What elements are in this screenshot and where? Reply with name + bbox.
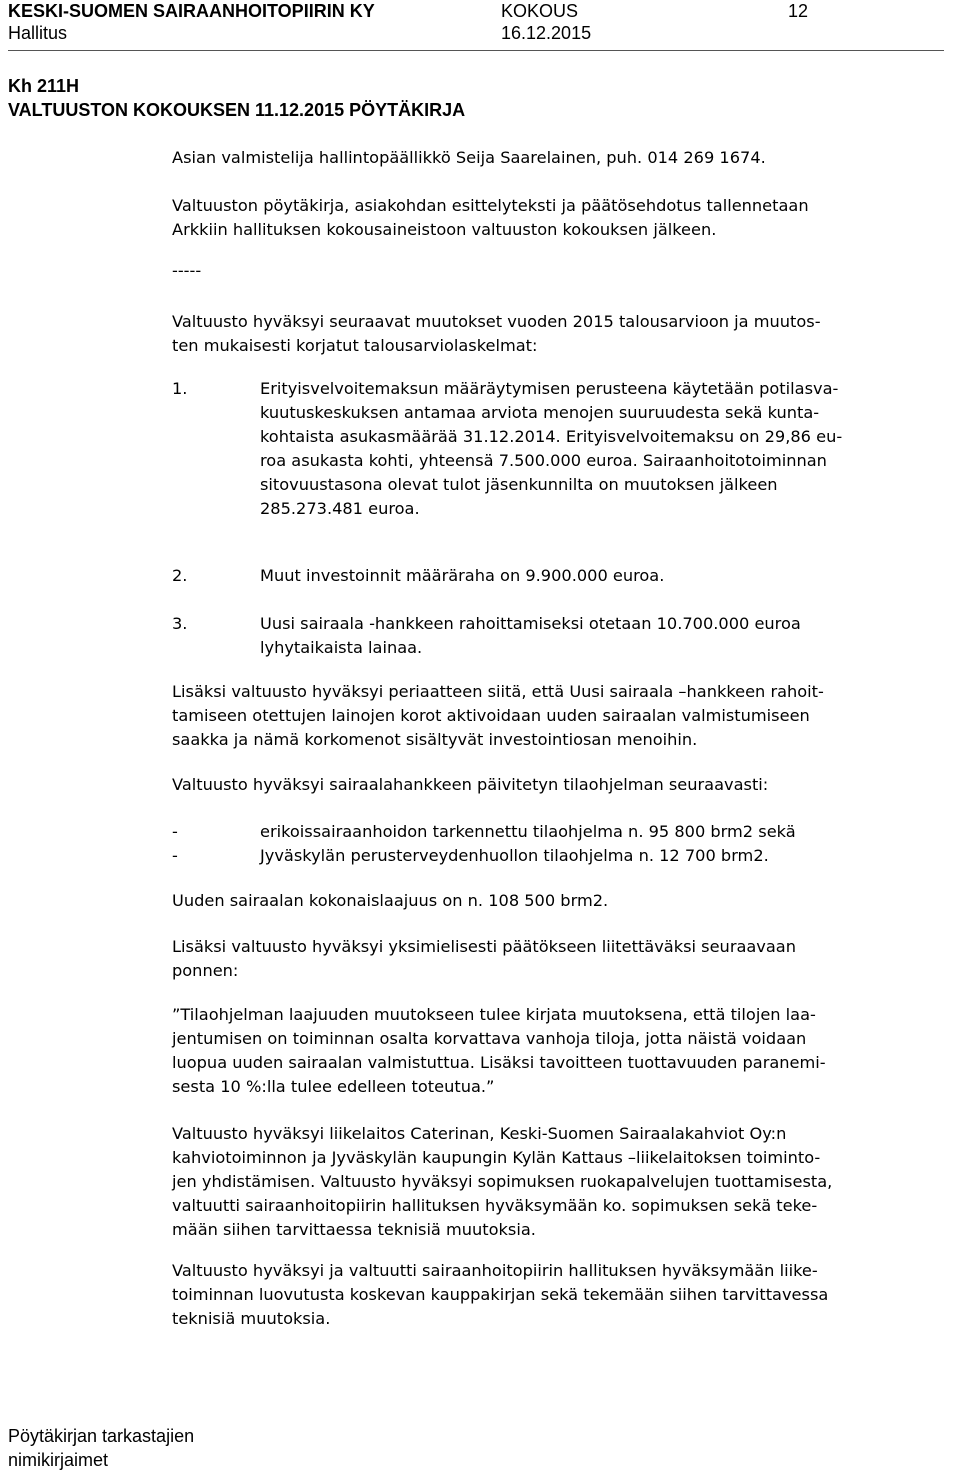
- text-line: Asian valmistelija hallintopäällikkö Seija Saarelainen, puh. 014 269 1674.: [172, 148, 766, 167]
- statement-intro-paragraph: [172, 935, 957, 983]
- text-line: Arkkiin hallituksen kokousaineistoon valtuuston kokouksen jälkeen.: [172, 220, 717, 239]
- budget-intro-paragraph: [172, 310, 957, 358]
- text-line: Uuden sairaalan kokonaislaajuus on n. 108 500 brm2.: [172, 891, 609, 910]
- text-line: valtuutti sairaanhoitopiirin hallituksen hyväksymään ko. sopimuksen sekä teke-: [172, 1196, 818, 1215]
- header-divider: [8, 50, 944, 51]
- board-name: Hallitus: [8, 23, 68, 43]
- text-line: saakka ja nämä korkomenot sisältyvät investointiosan menoihin.: [172, 730, 698, 749]
- list-item: [260, 844, 960, 868]
- text-line: ten mukaisesti korjatut talousarviolaskelmat:: [172, 336, 538, 355]
- text-line: kohtaista asukasmäärää 31.12.2014. Erityisvelvoitemaksu on 29,86 eu-: [260, 427, 843, 446]
- list-item: [260, 612, 960, 660]
- list-item: [260, 820, 960, 844]
- text-line: luopua uuden sairaalan valmistuttua. Lisäksi tavoitteen tuottavuuden paranemi-: [172, 1053, 826, 1072]
- meeting-type: KOKOUS: [501, 1, 579, 21]
- list-dash: -: [172, 846, 178, 865]
- page-header: [8, 0, 952, 52]
- list-item: [260, 564, 960, 588]
- organization-name: KESKI-SUOMEN SAIRAANHOITOPIIRIN KY: [8, 1, 375, 21]
- archive-paragraph: [172, 194, 957, 242]
- preparer-paragraph: [172, 146, 957, 170]
- list-item-number: 1.: [172, 379, 188, 398]
- text-line: mään siihen tarvittaessa teknisiä muutoksia.: [172, 1220, 536, 1239]
- item-title: VALTUUSTON KOKOUKSEN 11.12.2015 PÖYTÄKIRJA: [8, 100, 466, 120]
- list-item-number: 2.: [172, 566, 188, 585]
- text-line: roa asukasta kohti, yhteensä 7.500.000 euroa. Sairaanhoitotoiminnan: [260, 451, 827, 470]
- text-line: kahviotoiminnon ja Jyväskylän kaupungin Kylän Kattaus –liikelaitoksen toiminto-: [172, 1148, 821, 1167]
- text-line: Muut investoinnit määräraha on 9.900.000 euroa.: [260, 566, 665, 585]
- text-line: erikoissairaanhoidon tarkennettu tilaohjelma n. 95 800 brm2 sekä: [260, 822, 796, 841]
- meeting-date: 16.12.2015: [501, 23, 592, 43]
- text-line: Valtuusto hyväksyi ja valtuutti sairaanhoitopiirin hallituksen hyväksymään liike-: [172, 1261, 818, 1280]
- list-item-number: 3.: [172, 614, 188, 633]
- list-dash: -: [172, 822, 178, 841]
- transfer-paragraph: [172, 1259, 957, 1331]
- footer-line: nimikirjaimet: [8, 1450, 109, 1470]
- space-program-intro: [172, 773, 957, 797]
- text-line: 285.273.481 euroa.: [260, 499, 420, 518]
- merger-paragraph: [172, 1122, 957, 1242]
- text-line: Lisäksi valtuusto hyväksyi periaatteen siitä, että Uusi sairaala –hankkeen rahoit-: [172, 682, 824, 701]
- text-line: Valtuuston pöytäkirja, asiakohdan esittelyteksti ja päätösehdotus tallennetaan: [172, 196, 809, 215]
- text-line: lyhytaikaista lainaa.: [260, 638, 423, 657]
- interest-paragraph: [172, 680, 957, 752]
- text-line: Lisäksi valtuusto hyväksyi yksimielisesti päätökseen liitettäväksi seuraavaan: [172, 937, 796, 956]
- text-line: jen yhdistämisen. Valtuusto hyväksyi sopimuksen ruokapalvelujen tuottamisesta,: [172, 1172, 833, 1191]
- text-line: toiminnan luovutusta koskevan kauppakirjan sekä tekemään siihen tarvittavessa: [172, 1285, 829, 1304]
- statement-quote: [172, 1003, 957, 1099]
- text-line: ”Tilaohjelman laajuuden muutokseen tulee kirjata muutoksena, että tilojen laa-: [172, 1005, 816, 1024]
- text-line: tamiseen otettujen lainojen korot aktivoidaan uuden sairaalan valmistumiseen: [172, 706, 810, 725]
- list-item: [260, 377, 960, 521]
- item-code: Kh 211H: [8, 76, 80, 96]
- text-line: sitovuustasona olevat tulot jäsenkunnilta on muutoksen jälkeen: [260, 475, 778, 494]
- text-line: Jyväskylän perusterveydenhuollon tilaohjelma n. 12 700 brm2.: [260, 846, 769, 865]
- page-number: 12: [788, 1, 809, 21]
- text-line: ponnen:: [172, 961, 239, 980]
- text-line: sesta 10 %:lla tulee edelleen toteutua.”: [172, 1077, 495, 1096]
- separator-dashes: -----: [172, 261, 202, 280]
- footer-line: Pöytäkirjan tarkastajien: [8, 1426, 195, 1446]
- text-line: jentumisen on toiminnan osalta korvattava vanhoja tiloja, jotta näistä voidaan: [172, 1029, 807, 1048]
- text-line: Valtuusto hyväksyi liikelaitos Caterinan, Keski-Suomen Sairaalakahviot Oy:n: [172, 1124, 787, 1143]
- text-line: kuutuskeskuksen antamaa arviota menojen suuruudesta sekä kunta-: [260, 403, 820, 422]
- total-area-paragraph: [172, 889, 957, 913]
- text-line: Valtuusto hyväksyi sairaalahankkeen päivitetyn tilaohjelman seuraavasti:: [172, 775, 769, 794]
- text-line: Uusi sairaala -hankkeen rahoittamiseksi otetaan 10.700.000 euroa: [260, 614, 801, 633]
- text-line: Erityisvelvoitemaksun määräytymisen perusteena käytetään potilasva-: [260, 379, 839, 398]
- separator: [172, 259, 957, 283]
- page-footer: [8, 1424, 194, 1472]
- text-line: Valtuusto hyväksyi seuraavat muutokset vuoden 2015 talousarvioon ja muutos-: [172, 312, 821, 331]
- text-line: teknisiä muutoksia.: [172, 1309, 331, 1328]
